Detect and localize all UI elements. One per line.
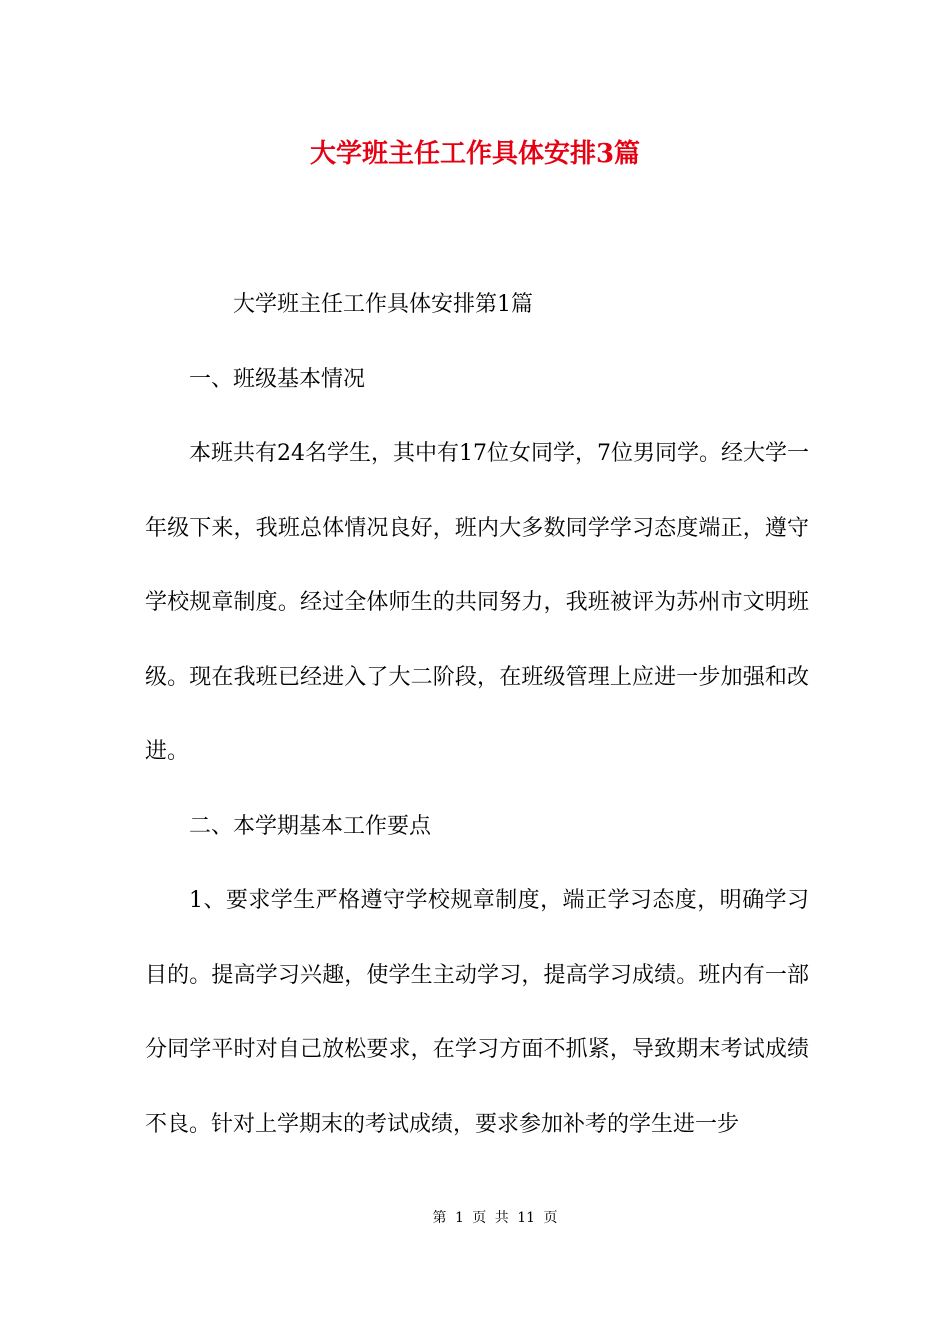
heading-class-situation: 一、班级基本情况 bbox=[189, 366, 366, 392]
heading-work-points: 二、本学期基本工作要点 bbox=[189, 813, 432, 839]
document-title: 大学班主任工作具体安排3篇 bbox=[309, 139, 641, 169]
document-body bbox=[145, 268, 809, 1162]
section-title: 大学班主任工作具体安排第1篇 bbox=[233, 292, 533, 317]
page-footer: 第 1 页 共 11 页 bbox=[432, 1210, 558, 1226]
paragraph-work-point-1: 1、要求学生严格遵守学校规章制度，端正学习态度，明确学习目的。提高学习兴趣，使学生主动学习，提高学习成绩。班内有一部分同学平时对自己放松要求，在学习方面不抓紧，导致期末考试成绩不良。针对上学期末的考试成绩，要求参加补考的学生进一步 bbox=[145, 888, 809, 1137]
paragraph-class-situation: 本班共有24名学生，其中有17位女同学，7位男同学。经大学一年级下来，我班总体情况良好，班内大多数同学学习态度端正，遵守学校规章制度。经过全体师生的共同努力，我班被评为苏州市文明班级。现在我班已经进入了大二阶段，在班级管理上应进一步加强和改进。 bbox=[145, 441, 809, 764]
